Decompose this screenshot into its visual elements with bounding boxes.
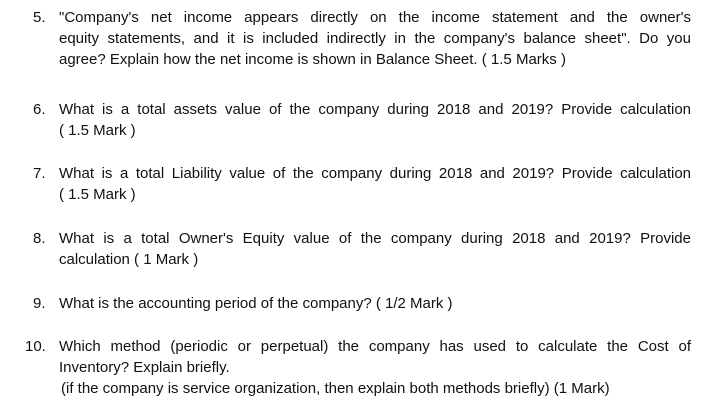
question-text bbox=[59, 99, 691, 141]
question-line: What is the accounting period of the company? ( 1/2 Mark ) bbox=[59, 295, 453, 312]
question-line: Which method (periodic or perpetual) the company has used to calculate the Cost of bbox=[59, 338, 691, 355]
question-line: What is a total assets value of the company during 2018 and 2019? Provide calculation bbox=[59, 101, 691, 118]
question-number: 10. bbox=[25, 338, 46, 355]
question-text bbox=[59, 228, 691, 270]
question-line: (if the company is service organization, then explain both methods briefly) (1 Mark) bbox=[61, 380, 610, 397]
question-line: What is a total Liability value of the company during 2018 and 2019? Provide calculation bbox=[59, 165, 691, 182]
question-line: "Company's net income appears directly on the income statement and the owner's bbox=[59, 9, 691, 26]
question-number: 6. bbox=[33, 101, 46, 118]
question-number: 7. bbox=[33, 165, 46, 182]
question-text bbox=[59, 163, 691, 205]
question-text bbox=[59, 7, 691, 70]
question-line: agree? Explain how the net income is shown in Balance Sheet. ( 1.5 Marks ) bbox=[59, 51, 566, 68]
question-line: ( 1.5 Mark ) bbox=[59, 122, 136, 139]
question-number: 5. bbox=[33, 9, 46, 26]
question-text bbox=[59, 293, 691, 314]
question-text bbox=[59, 336, 691, 399]
question-line: What is a total Owner's Equity value of the company during 2018 and 2019? Provide bbox=[59, 230, 691, 247]
question-line: Inventory? Explain briefly. bbox=[59, 359, 230, 376]
question-line: calculation ( 1 Mark ) bbox=[59, 251, 199, 268]
question-number: 9. bbox=[33, 295, 46, 312]
question-number: 8. bbox=[33, 230, 46, 247]
question-line: ( 1.5 Mark ) bbox=[59, 186, 136, 203]
question-line: equity statements, and it is included indirectly in the company's balance sheet". Do you bbox=[59, 30, 691, 47]
